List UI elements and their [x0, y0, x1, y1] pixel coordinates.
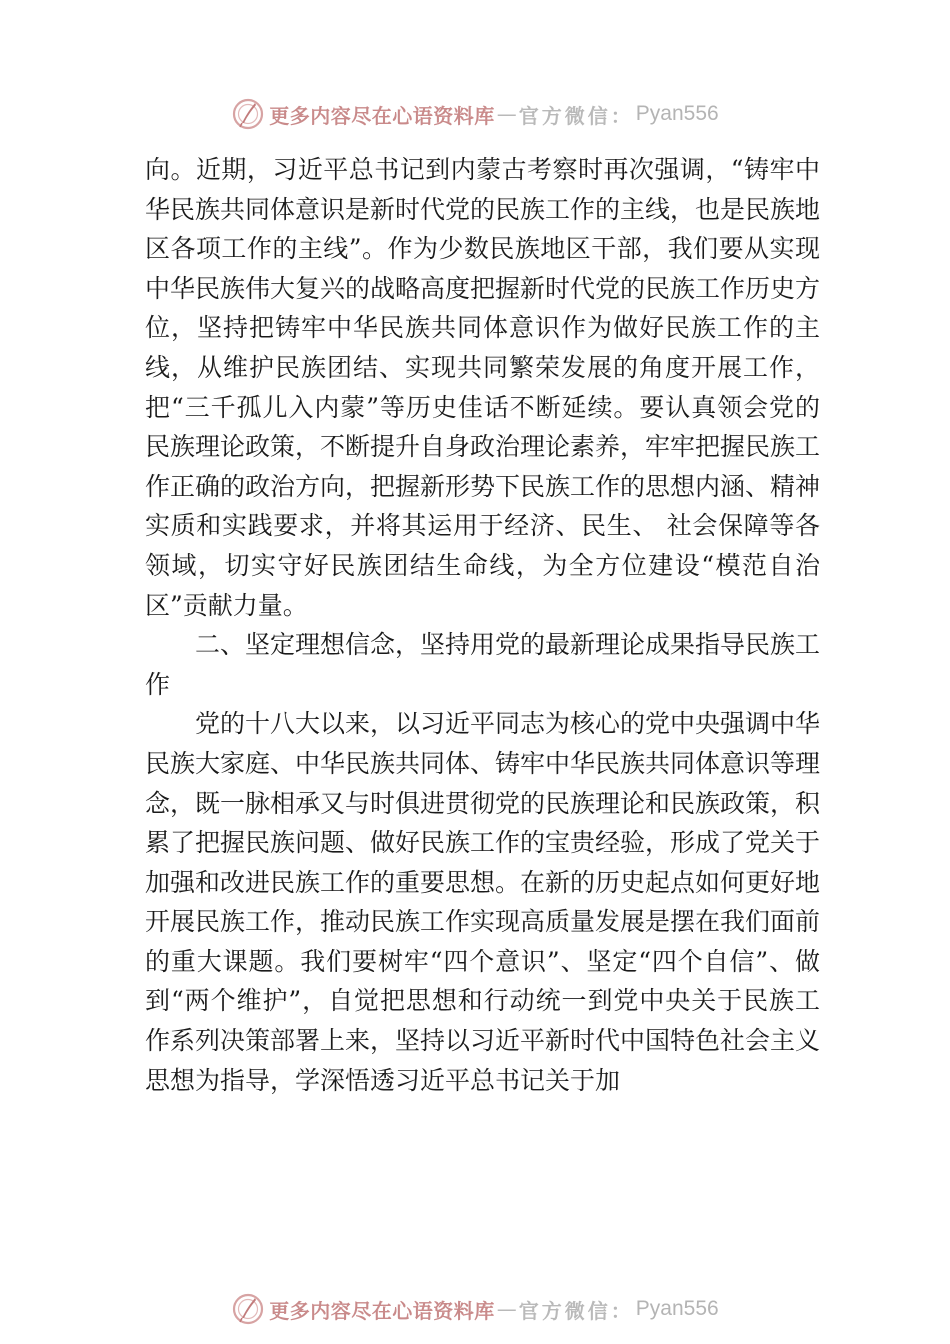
promo-text: 更多内容尽在心语资料库: [269, 103, 495, 128]
promo-text: 更多内容尽在心语资料库: [269, 1298, 495, 1323]
paragraph-continuation: 向。近期，习近平总书记到内蒙古考察时再次强调，“铸牢中华民族共同体意识是新时代党的民族工作的主线，也是民族地区各项工作的主线”。作为少数民族地区干部，我们要从实现中华民族伟大复兴的战略高度把握新时代党的民族工作历史方位，坚持把铸牢中华民族共同体意识作为做好民族工作的主线，从维护民族团结、实现共同繁荣发展的角度开展工作，把“三千孤儿入内蒙”等历史佳话不断延续。要认真领会党的民族理论政策，不断提升自身政治理论素养，牢牢把握民族工作正确的政治方向，把握新形势下民族工作的思想内涵、精神实质和实践要求，并将其运用于经济、民生、 社会保障等各领域，切实守好民族团结生命线，为全方位建设“模范自治区”贡献力量。: [145, 155, 821, 620]
banner-separator: —: [496, 1297, 517, 1321]
wechat-label: 官方微信：: [518, 103, 634, 128]
paragraph-body: 党的十八大以来，以习近平同志为核心的党中央强调中华民族大家庭、中华民族共同体、铸牢中华民族共同体意识等理念，既一脉相承又与时俱进贯彻党的民族理论和民族政策，积累了把握民族问题、做好民族工作的宝贵经验，形成了党关于加强和改进民族工作的重要思想。在新的历史起点如何更好地开展民族工作，推动民族工作实现高质量发展是摆在我们面前的重大课题。我们要树牢“四个意识”、坚定“四个自信”、做到“两个维护”，自觉把思想和行动统一到党中央关于民族工作系列决策部署上来，坚持以习近平新时代中国特色社会主义思想为指导，学深悟透习近平总书记关于加: [145, 709, 821, 1095]
quill-logo-icon: [231, 97, 265, 131]
banner-separator: —: [496, 102, 517, 126]
footer-banner: [0, 1289, 950, 1329]
wechat-label: 官方微信：: [518, 1298, 634, 1323]
section-heading: 二、坚定理想信念，坚持用党的最新理论成果指导民族工作: [145, 630, 821, 699]
quill-logo-icon: [231, 1292, 265, 1326]
wechat-id: Pyan556: [635, 102, 719, 125]
header-banner: [0, 94, 950, 134]
document-body: [145, 150, 820, 1100]
wechat-id: Pyan556: [635, 1297, 719, 1320]
